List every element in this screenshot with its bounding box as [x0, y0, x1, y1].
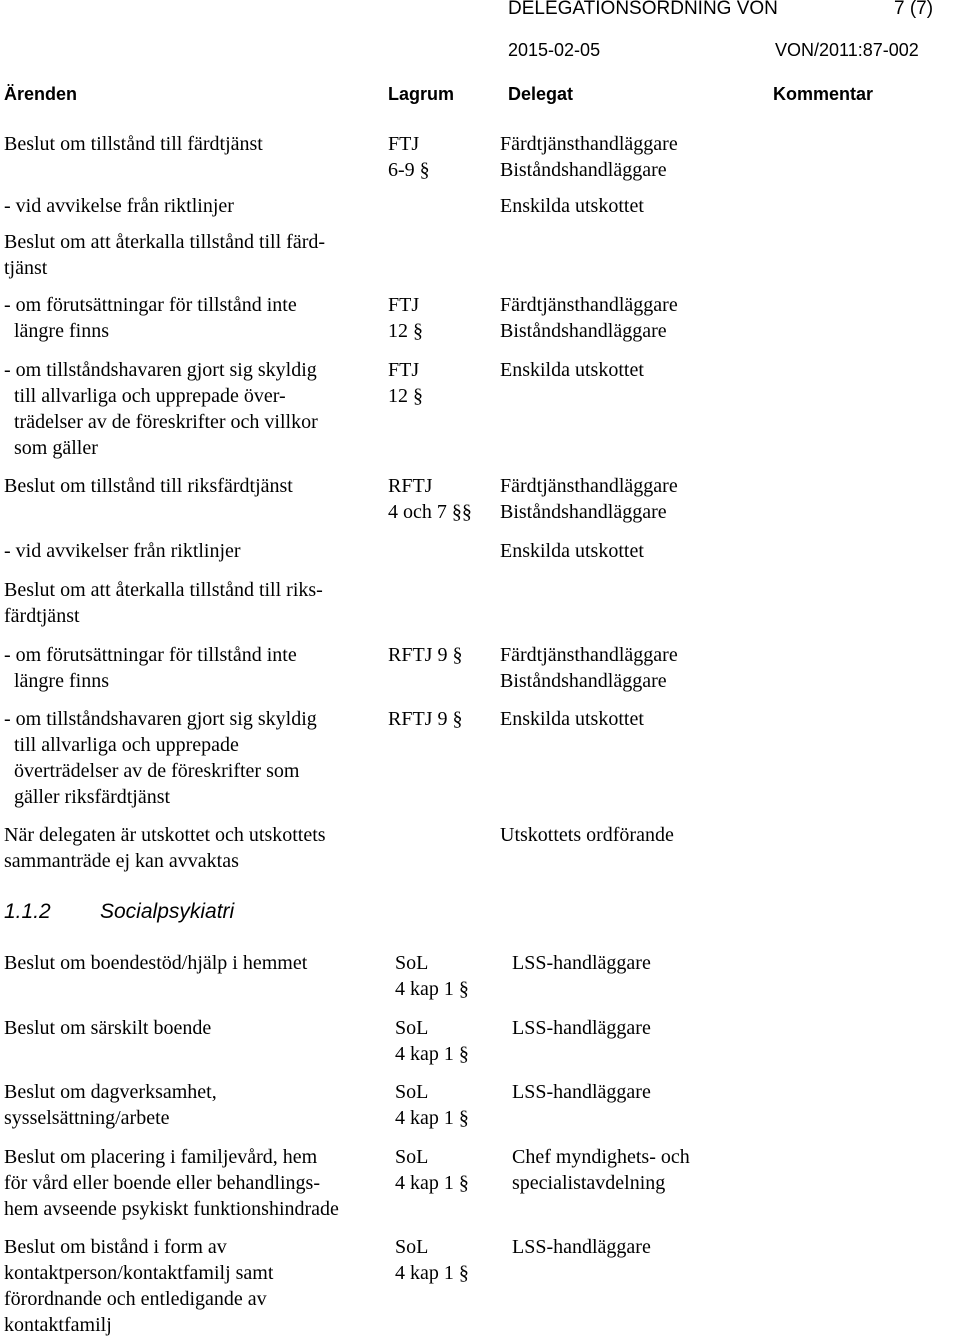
lagrum-line: SoL: [395, 1081, 429, 1103]
arende-line: Beslut om tillstånd till riksfärdtjänst: [4, 475, 293, 497]
delegat-line: LSS-handläggare: [512, 1017, 651, 1039]
arende-line: tjänst: [4, 257, 48, 279]
arende-line: Beslut om att återkalla tillstånd till riks-: [4, 579, 323, 601]
delegat-line: Färdtjänsthandläggare: [500, 133, 678, 155]
lagrum-line: 6-9 §: [388, 159, 430, 181]
arende-line: längre finns: [4, 670, 109, 692]
document-date: 2015-02-05: [508, 40, 601, 60]
lagrum-line: FTJ: [388, 294, 420, 316]
arende-line: Beslut om dagverksamhet,: [4, 1081, 217, 1103]
section-number: 1.1.2: [4, 900, 51, 923]
lagrum-line: SoL: [395, 952, 429, 974]
lagrum-line: 4 kap 1 §: [395, 1262, 469, 1284]
lagrum-line: RFTJ: [388, 475, 433, 497]
delegat-line: Färdtjänsthandläggare: [500, 294, 678, 316]
column-header-kommentar: Kommentar: [773, 84, 874, 104]
arende-line: Beslut om bistånd i form av: [4, 1236, 227, 1258]
delegat-line: LSS-handläggare: [512, 952, 651, 974]
delegat-line: Färdtjänsthandläggare: [500, 475, 678, 497]
column-header-lagrum: Lagrum: [388, 84, 455, 104]
lagrum-line: 4 kap 1 §: [395, 1172, 469, 1194]
delegat-line: Enskilda utskottet: [500, 540, 644, 562]
arende-line: Beslut om tillstånd till färdtjänst: [4, 133, 263, 155]
arende-line: förordnande och entledigande av: [4, 1288, 267, 1310]
delegat-line: LSS-handläggare: [512, 1081, 651, 1103]
delegat-line: specialistavdelning: [512, 1172, 666, 1194]
lagrum-line: FTJ: [388, 359, 420, 381]
arende-line: - vid avvikelser från riktlinjer: [4, 540, 241, 562]
delegat-line: Biståndshandläggare: [500, 159, 667, 181]
arende-line: sysselsättning/arbete: [4, 1107, 170, 1129]
document-title: DELEGATIONSORDNING VON: [508, 0, 778, 19]
delegat-line: Utskottets ordförande: [500, 824, 674, 846]
arende-line: trädelser av de föreskrifter och villkor: [4, 411, 318, 433]
arende-line: till allvarliga och upprepade: [4, 734, 239, 756]
delegat-line: Biståndshandläggare: [500, 501, 667, 523]
arende-line: kontaktfamilj: [4, 1314, 112, 1336]
lagrum-line: FTJ: [388, 133, 420, 155]
arende-line: gäller riksfärdtjänst: [4, 786, 171, 808]
arende-line: längre finns: [4, 320, 109, 342]
arende-line: överträdelser av de föreskrifter som: [4, 760, 300, 782]
arende-line: När delegaten är utskottet och utskottets: [4, 824, 326, 846]
delegat-line: Färdtjänsthandläggare: [500, 644, 678, 666]
column-header-arenden: Ärenden: [4, 84, 78, 104]
column-header-delegat: Delegat: [508, 84, 574, 104]
arende-line: Beslut om placering i familjevård, hem: [4, 1146, 318, 1168]
arende-line: - om förutsättningar för tillstånd inte: [4, 644, 297, 666]
arende-line: som gäller: [4, 437, 98, 459]
lagrum-line: 4 kap 1 §: [395, 978, 469, 1000]
arende-line: hem avseende psykiskt funktionshindrade: [4, 1198, 339, 1220]
section-title: Socialpsykiatri: [100, 900, 235, 923]
delegat-line: Enskilda utskottet: [500, 708, 644, 730]
arende-line: - om tillståndshavaren gjort sig skyldig: [4, 708, 317, 730]
arende-line: sammanträde ej kan avvaktas: [4, 850, 239, 872]
delegat-line: Enskilda utskottet: [500, 195, 644, 217]
arende-line: Beslut om särskilt boende: [4, 1017, 212, 1039]
arende-line: färdtjänst: [4, 605, 80, 627]
lagrum-line: RFTJ 9 §: [388, 644, 463, 666]
lagrum-line: SoL: [395, 1146, 429, 1168]
lagrum-line: SoL: [395, 1017, 429, 1039]
arende-line: till allvarliga och upprepade över-: [4, 385, 286, 407]
lagrum-line: 4 och 7 §§: [388, 501, 472, 523]
lagrum-line: 12 §: [388, 385, 423, 407]
lagrum-line: SoL: [395, 1236, 429, 1258]
delegat-line: Biståndshandläggare: [500, 670, 667, 692]
delegat-line: Enskilda utskottet: [500, 359, 644, 381]
arende-line: för vård eller boende eller behandlings-: [4, 1172, 320, 1194]
arende-line: - vid avvikelse från riktlinjer: [4, 195, 234, 217]
arende-line: Beslut om boendestöd/hjälp i hemmet: [4, 952, 308, 974]
delegat-line: Biståndshandläggare: [500, 320, 667, 342]
arende-line: - om förutsättningar för tillstånd inte: [4, 294, 297, 316]
arende-line: Beslut om att återkalla tillstånd till färd-: [4, 231, 326, 253]
delegat-line: LSS-handläggare: [512, 1236, 651, 1258]
arende-line: - om tillståndshavaren gjort sig skyldig: [4, 359, 317, 381]
document-reference: VON/2011:87-002: [775, 40, 919, 60]
lagrum-line: RFTJ 9 §: [388, 708, 463, 730]
lagrum-line: 12 §: [388, 320, 423, 342]
lagrum-line: 4 kap 1 §: [395, 1107, 469, 1129]
delegat-line: Chef myndighets- och: [512, 1146, 690, 1168]
page-number: 7 (7): [894, 0, 934, 19]
lagrum-line: 4 kap 1 §: [395, 1043, 469, 1065]
arende-line: kontaktperson/kontaktfamilj samt: [4, 1262, 274, 1284]
